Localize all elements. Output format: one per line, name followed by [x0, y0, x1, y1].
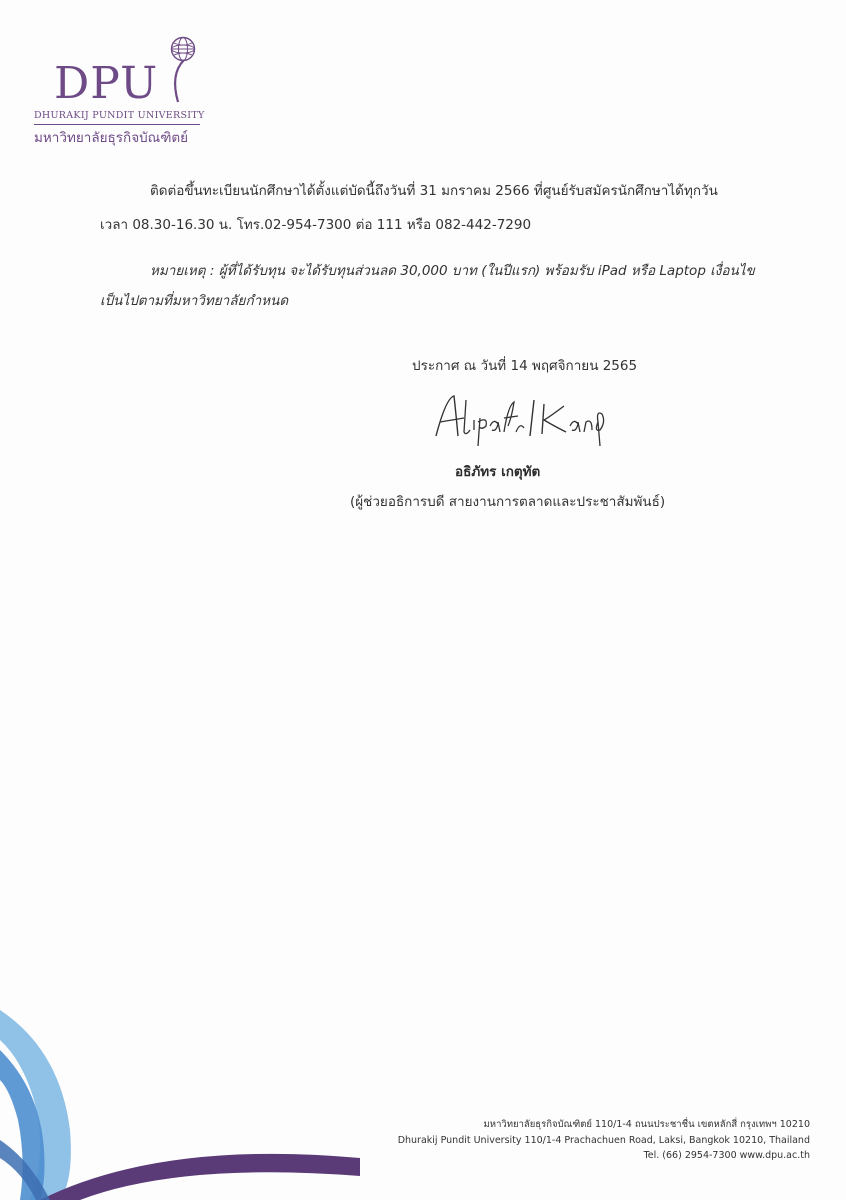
logo-name-english: DHURAKIJ PUNDIT UNIVERSITY: [34, 110, 205, 121]
contact-paragraph-line-1: ติดต่อขึ้นทะเบียนนักศึกษาได้ตั้งแต่บัดนี้ถึงวันที่ 31 มกราคม 2566 ที่ศูนย์รับสมัครนักศึกษาได้ทุกวัน: [150, 183, 718, 199]
logo-name-thai: มหาวิทยาลัยธุรกิจบัณฑิตย์: [34, 130, 189, 146]
decorative-swoosh: [0, 990, 360, 1200]
footer-address-thai: มหาวิทยาลัยธุรกิจบัณฑิตย์ 110/1-4 ถนนประชาชื่น เขตหลักสี่ กรุงเทพฯ 10210: [483, 1119, 810, 1130]
note-paragraph-line-1: หมายเหตุ : ผู้ที่ได้รับทุน จะได้รับทุนส่วนลด 30,000 บาท (ในปีแรก) พร้อมรับ iPad หรือ Laptop เงื่อนไข: [150, 263, 755, 279]
logo-stem: [162, 56, 192, 106]
announcement-date: ประกาศ ณ วันที่ 14 พฤศจิกายน 2565: [412, 358, 638, 374]
signer-name: อธิภัทร เกตุทัต: [455, 464, 541, 480]
signer-title: (ผู้ช่วยอธิการบดี สายงานการตลาดและประชาสัมพันธ์): [350, 494, 666, 510]
university-logo: [32, 34, 212, 144]
handwritten-signature: [430, 392, 620, 448]
footer-address: [398, 1117, 810, 1164]
footer-contact: Tel. (66) 2954-7300 www.dpu.ac.th: [643, 1150, 810, 1162]
note-paragraph-line-2: เป็นไปตามที่มหาวิทยาลัยกำหนด: [100, 293, 289, 309]
logo-mark: DPU: [54, 58, 159, 109]
contact-paragraph-line-2: เวลา 08.30-16.30 น. โทร.02-954-7300 ต่อ 111 หรือ 082-442-7290: [100, 217, 532, 233]
footer-address-english: Dhurakij Pundit University 110/1-4 Prachachuen Road, Laksi, Bangkok 10210, Thailand: [397, 1134, 810, 1146]
logo-divider: [34, 124, 200, 125]
